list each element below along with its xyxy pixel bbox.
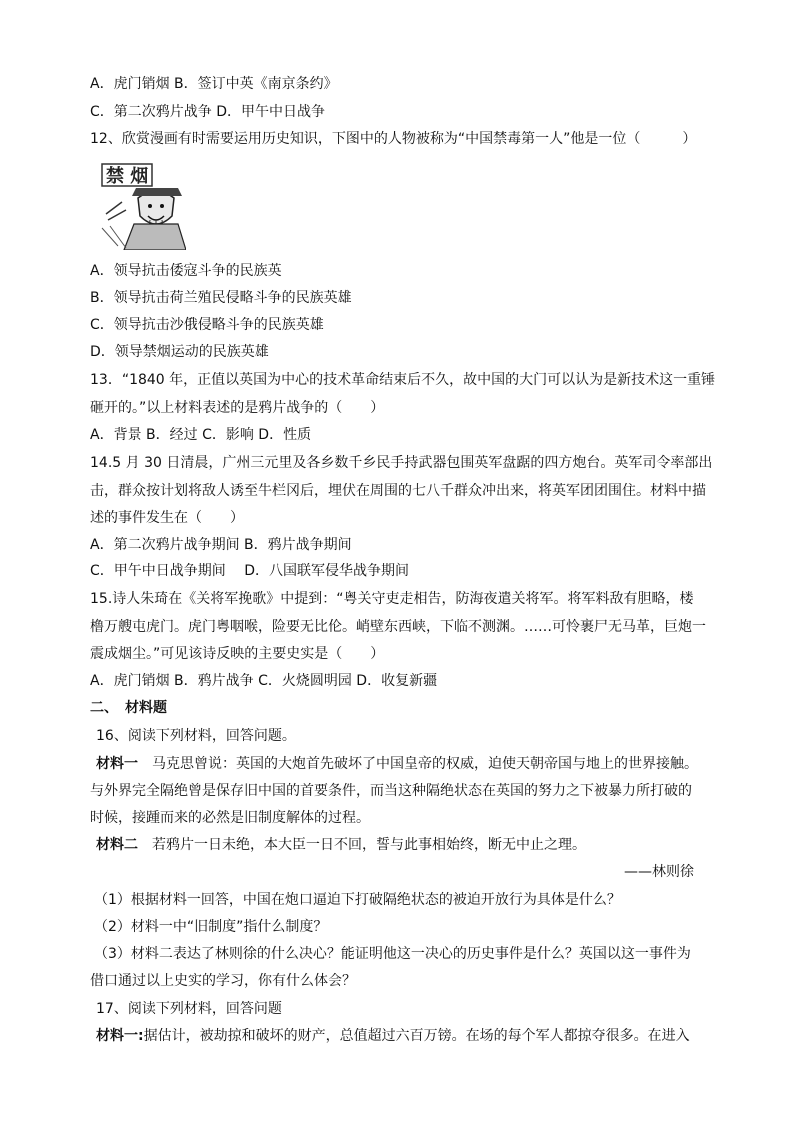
section-2-heading: 二、 材料题	[90, 700, 167, 716]
question-14-options-1: A．第二次鸦片战争期间 B．鸦片战争期间	[90, 537, 352, 553]
question-15-line1: 15.诗人朱琦在《关将军挽歌》中提到：“粤关守吏走相告，防海夜遣关将军。将军料敌有胆略，楼	[90, 591, 694, 607]
lin-zexu-cartoon-image	[98, 158, 186, 250]
question-13-options: A．背景 B．经过 C．影响 D．性质	[90, 427, 312, 443]
material-1-label: 材料一	[96, 756, 138, 772]
svg-text:禁 烟: 禁 烟	[106, 166, 149, 187]
subquestion-3-line2: 借口通过以上史实的学习，你有什么体会？	[90, 973, 356, 989]
question-12-option-d: D．领导禁烟运动的民族英雄	[90, 344, 269, 360]
question-14-options-2: C．甲午中日战争期间 D．八国联军侵华战争期间	[90, 563, 410, 579]
subquestion-3-line1: （3）材料二表达了林则徐的什么决心？能证明他这一决心的历史事件是什么？英国以这一事件为	[94, 946, 691, 962]
material-1-line2: 与外界完全隔绝曾是保存旧中国的首要条件，而当这种隔绝状态在英国的努力之下被暴力所打破的	[90, 783, 692, 799]
question-12-option-b: B．领导抗击荷兰殖民侵略斗争的民族英雄	[90, 290, 352, 306]
material-17-line1	[96, 1026, 690, 1046]
material-17-label: 材料一:	[96, 1028, 144, 1044]
question-12-option-c: C．领导抗击沙俄侵略斗争的民族英雄	[90, 317, 324, 333]
material-1-line1	[96, 754, 698, 774]
question-15-options: A．虎门销烟 B．鸦片战争 C．火烧圆明园 D．收复新疆	[90, 673, 438, 689]
line-options-11a: A．虎门销烟 B．签订中英《南京条约》	[90, 76, 338, 92]
material-2-label: 材料二	[96, 837, 138, 853]
material-2-attribution: ——林则徐	[624, 864, 694, 880]
question-12-option-a: A．领导抗击倭寇斗争的民族英	[90, 263, 282, 279]
question-14-line1: 14.5 月 30 日清晨，广州三元里及各乡数千乡民手持武器包围英军盘踞的四方炮台。英军司令率部出	[90, 455, 713, 471]
question-12: 12、欣赏漫画有时需要运用历史知识，下图中的人物被称为“中国禁毒第一人”他是一位（ ）	[90, 131, 697, 147]
question-17: 17、阅读下列材料，回答问题	[96, 1001, 282, 1017]
subquestion-2: （2）材料一中“旧制度”指什么制度？	[94, 919, 328, 935]
subquestion-1: （1）根据材料一回答，中国在炮口逼迫下打破隔绝状态的被迫开放行为具体是什么？	[94, 892, 621, 908]
question-13-line2: 砸开的。”以上材料表述的是鸦片战争的（ ）	[90, 400, 385, 416]
material-1-text: 马克思曾说：英国的大炮首先破坏了中国皇帝的权威，迫使天朝帝国与地上的世界接触。	[138, 756, 698, 772]
question-14-line2: 击，群众按计划将敌人诱至牛栏冈后，埋伏在周围的七八千群众冲出来，将英军团团围住。材料中描	[90, 483, 706, 499]
material-2-line	[96, 835, 586, 855]
question-15-line2: 橹万艘屯虎门。虎门粤咽喉，险要无比伦。峭壁东西峡，下临不测渊。……可怜裹尸无马革，巨炮一	[90, 619, 706, 635]
material-17-text: 据估计，被劫掠和破坏的财产，总值超过六百万镑。在场的每个军人都掠夺很多。在进入	[143, 1028, 690, 1044]
line-options-11b: C．第二次鸦片战争 D．甲午中日战争	[90, 104, 326, 120]
question-14-line3: 述的事件发生在（ ）	[90, 510, 244, 526]
material-2-text: 若鸦片一日未绝，本大臣一日不回，誓与此事相始终，断无中止之理。	[138, 837, 586, 853]
question-16: 16、阅读下列材料，回答问题。	[96, 728, 296, 744]
question-15-line3: 震成烟尘。”可见该诗反映的主要史实是（ ）	[90, 646, 385, 662]
question-13-line1: 13．“1840 年，正值以英国为中心的技术革命结束后不久，故中国的大门可以认为是新技术这一重锤	[90, 372, 716, 388]
material-1-line3: 时候，接踵而来的必然是旧制度解体的过程。	[90, 810, 370, 826]
